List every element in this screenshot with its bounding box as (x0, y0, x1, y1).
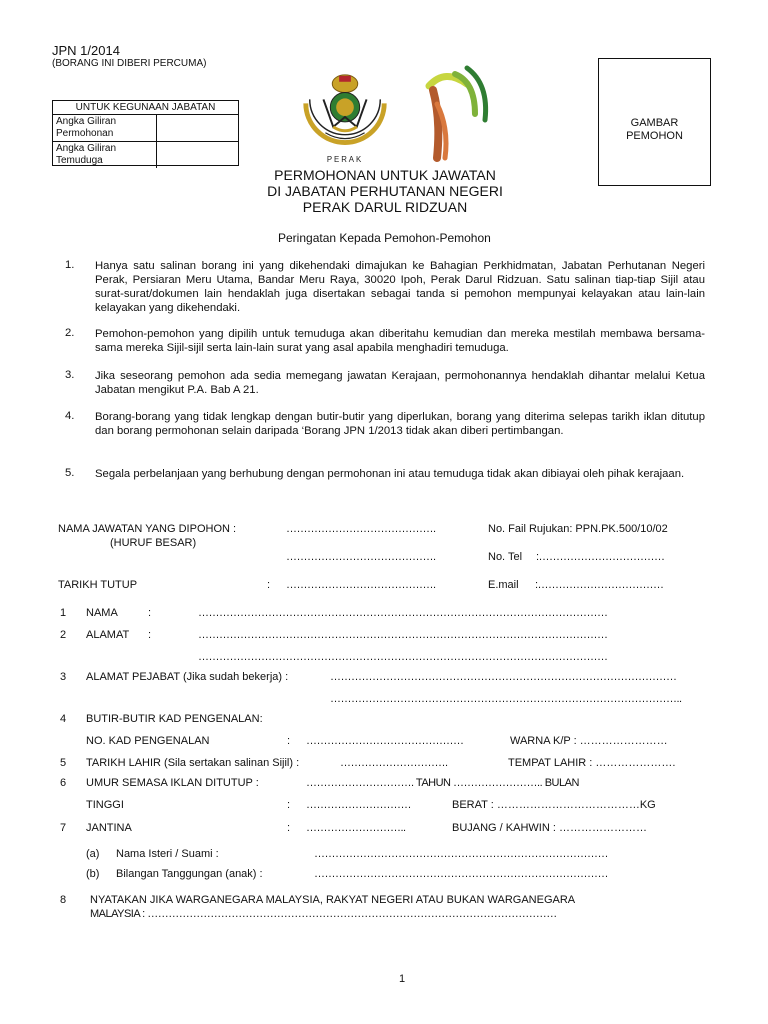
address-field-line2[interactable]: ……………………………………………………………………………………………………… (198, 651, 608, 663)
title-line1: PERMOHONAN UNTUK JAWATAN (274, 167, 496, 183)
q5-number: 5 (60, 757, 67, 769)
forestry-tree-logo-icon (415, 64, 495, 164)
gender-colon: : (287, 822, 291, 834)
file-reference: No. Fail Rujukan: PPN.PK.500/10/02 (488, 523, 668, 535)
gender-field[interactable]: ……………………….. (306, 822, 406, 834)
instruction-1-number: 1. (65, 259, 75, 271)
closing-date-colon: : (267, 579, 271, 591)
dependents-label: Bilangan Tanggungan (anak) : (116, 868, 263, 880)
ic-number-label: NO. KAD PENGENALAN (86, 735, 210, 747)
application-number-label: Angka Giliran Permohonan (53, 115, 157, 141)
birthplace-field[interactable]: TEMPAT LAHIR : …………………. (508, 757, 676, 769)
q3-number: 3 (60, 671, 67, 683)
applicant-photo-box[interactable] (598, 58, 711, 186)
instruction-2-text: Pemohon-pemohon yang dipilih untuk temuduga akan diberitahu kemudian dan mereka mestilah membawa bersama-sama mereka Sijil-sijil serta lain-lain surat yang asal apabila menghadiri temuduga. (95, 328, 705, 354)
q1-number: 1 (60, 607, 67, 619)
height-field[interactable]: ………………………… (306, 799, 411, 811)
free-form-note: (BORANG INI DIBERI PERCUMA) (52, 58, 207, 69)
name-field[interactable]: ……………………………………………………………………………………………………… (198, 607, 608, 619)
telephone-label: No. Tel (488, 551, 523, 563)
ic-color-field[interactable]: WARNA K/P : …………………… (510, 735, 668, 747)
form-code: JPN 1/2014 (52, 43, 120, 58)
gender-label: JANTINA (86, 822, 132, 834)
department-use-title: UNTUK KEGUNAAN JABATAN (53, 101, 238, 115)
page-number: 1 (399, 973, 406, 985)
interview-number-label: Angka Giliran Temuduga (53, 142, 157, 168)
title-line3: PERAK DARUL RIDZUAN (302, 199, 468, 215)
instruction-4-number: 4. (65, 410, 75, 422)
dependents-field[interactable]: ………………………………………………………………………… (314, 868, 608, 880)
age-field[interactable]: …………………………. TAHUN …………………….. BULAN (306, 777, 579, 789)
address-field-line1[interactable]: ……………………………………………………………………………………………………… (198, 629, 608, 641)
position-note: (HURUF BESAR) (110, 537, 197, 549)
instruction-2-number: 2. (65, 327, 75, 339)
name-label: NAMA (86, 607, 118, 619)
ic-number-field[interactable]: ……………………………………… (306, 735, 464, 747)
interview-number-row (53, 141, 238, 168)
weight-field[interactable]: BERAT : …………………………………KG (452, 799, 656, 811)
marital-status-field[interactable]: BUJANG / KAHWIN : …………………… (452, 822, 647, 834)
sub-b-marker: (b) (86, 868, 100, 880)
closing-date-label: TARIKH TUTUP (58, 579, 138, 591)
photo-label-line2: PEMOHON (626, 130, 683, 142)
email-label: E.mail (488, 579, 519, 591)
position-field-line2[interactable]: ……………………………………. (286, 551, 436, 563)
office-address-field-line2[interactable]: ……………………………………………………………………………………….. (330, 693, 682, 705)
ic-details-label: BUTIR-BUTIR KAD PENGENALAN: (86, 713, 263, 725)
address-colon: : (148, 629, 152, 641)
telephone-field[interactable]: :……………………………… (536, 551, 665, 563)
crest-caption: PERAK (326, 155, 364, 165)
position-label: NAMA JAWATAN YANG DIPOHON : (58, 523, 237, 535)
photo-label-line1: GAMBAR (630, 117, 679, 129)
instruction-3-number: 3. (65, 369, 75, 381)
birth-date-field[interactable]: …………………………. (340, 757, 448, 769)
instruction-1-text: Hanya satu salinan borang ini yang dikehendaki dimajukan ke Bahagian Perkhidmatan, Jabatan Perhutanan Negeri Perak, Persiaran Meru Utama, Bandar Meru Raya, 30020 Ipoh, Perak Darul Ridzuan. Satu salinan tiap-tiap Sijil atau surat-surat/dokumen lain hendaklah juga disertakan sebagai tanda si pemohon mempunyai kelayakan atau lain-lain kelayakan yang dikehendaki. (95, 260, 705, 314)
address-label: ALAMAT (86, 629, 130, 641)
title-line2: DI JABATAN PERHUTANAN NEGERI (267, 183, 503, 199)
closing-date-field[interactable]: ……………………………………. (286, 579, 436, 591)
q4-number: 4 (60, 713, 67, 725)
warning-heading: Peringatan Kepada Pemohon-Pemohon (278, 231, 491, 245)
height-colon: : (287, 799, 291, 811)
name-colon: : (148, 607, 152, 619)
interview-number-field[interactable] (157, 142, 238, 168)
citizenship-field[interactable]: MALAYSIA : ……………………………………………………………………………………………………… (90, 908, 557, 920)
email-field[interactable]: :……………………………… (535, 579, 664, 591)
instruction-4-text: Borang-borang yang tidak lengkap dengan butir-butir yang diperlukan, borang yang diterima selepas tarikh iklan ditutup dan borang permohonan selain daripada ‘Borang JPN 1/2013 tidak akan diberi pertimbangan. (95, 411, 705, 437)
instruction-5-number: 5. (65, 467, 75, 479)
q2-number: 2 (60, 629, 67, 641)
office-address-label: ALAMAT PEJABAT (Jika sudah bekerja) : (86, 671, 289, 683)
age-label: UMUR SEMASA IKLAN DITUTUP : (86, 777, 259, 789)
department-use-box (52, 100, 239, 166)
position-field[interactable]: ……………………………………. (286, 523, 436, 535)
application-number-field[interactable] (157, 115, 238, 141)
q6-number: 6 (60, 777, 67, 789)
spouse-name-field[interactable]: ………………………………………………………………………… (314, 848, 608, 860)
application-number-row (53, 115, 238, 141)
q8-number: 8 (60, 894, 67, 906)
instruction-5-text: Segala perbelanjaan yang berhubung dengan permohonan ini atau temuduga tidak akan dibiayai oleh pihak kerajaan. (95, 468, 685, 480)
height-label: TINGGI (86, 799, 124, 811)
perak-crest-icon (296, 70, 394, 168)
birth-date-label: TARIKH LAHIR (Sila sertakan salinan Sijil) : (86, 757, 300, 769)
sub-a-marker: (a) (86, 848, 100, 860)
citizenship-label: NYATAKAN JIKA WARGANEGARA MALAYSIA, RAKYAT NEGERI ATAU BUKAN WARGANEGARA (90, 894, 576, 906)
instruction-3-text: Jika seseorang pemohon ada sedia memegang jawatan Kerajaan, permohonannya hendaklah dihantar melalui Ketua Jabatan mengikut P.A. Bab A 21. (95, 370, 705, 396)
office-address-field-line1[interactable]: ……………………………………………………………………………………… (330, 671, 677, 683)
spouse-name-label: Nama Isteri / Suami : (116, 848, 219, 860)
ic-number-colon: : (287, 735, 291, 747)
q7-number: 7 (60, 822, 67, 834)
